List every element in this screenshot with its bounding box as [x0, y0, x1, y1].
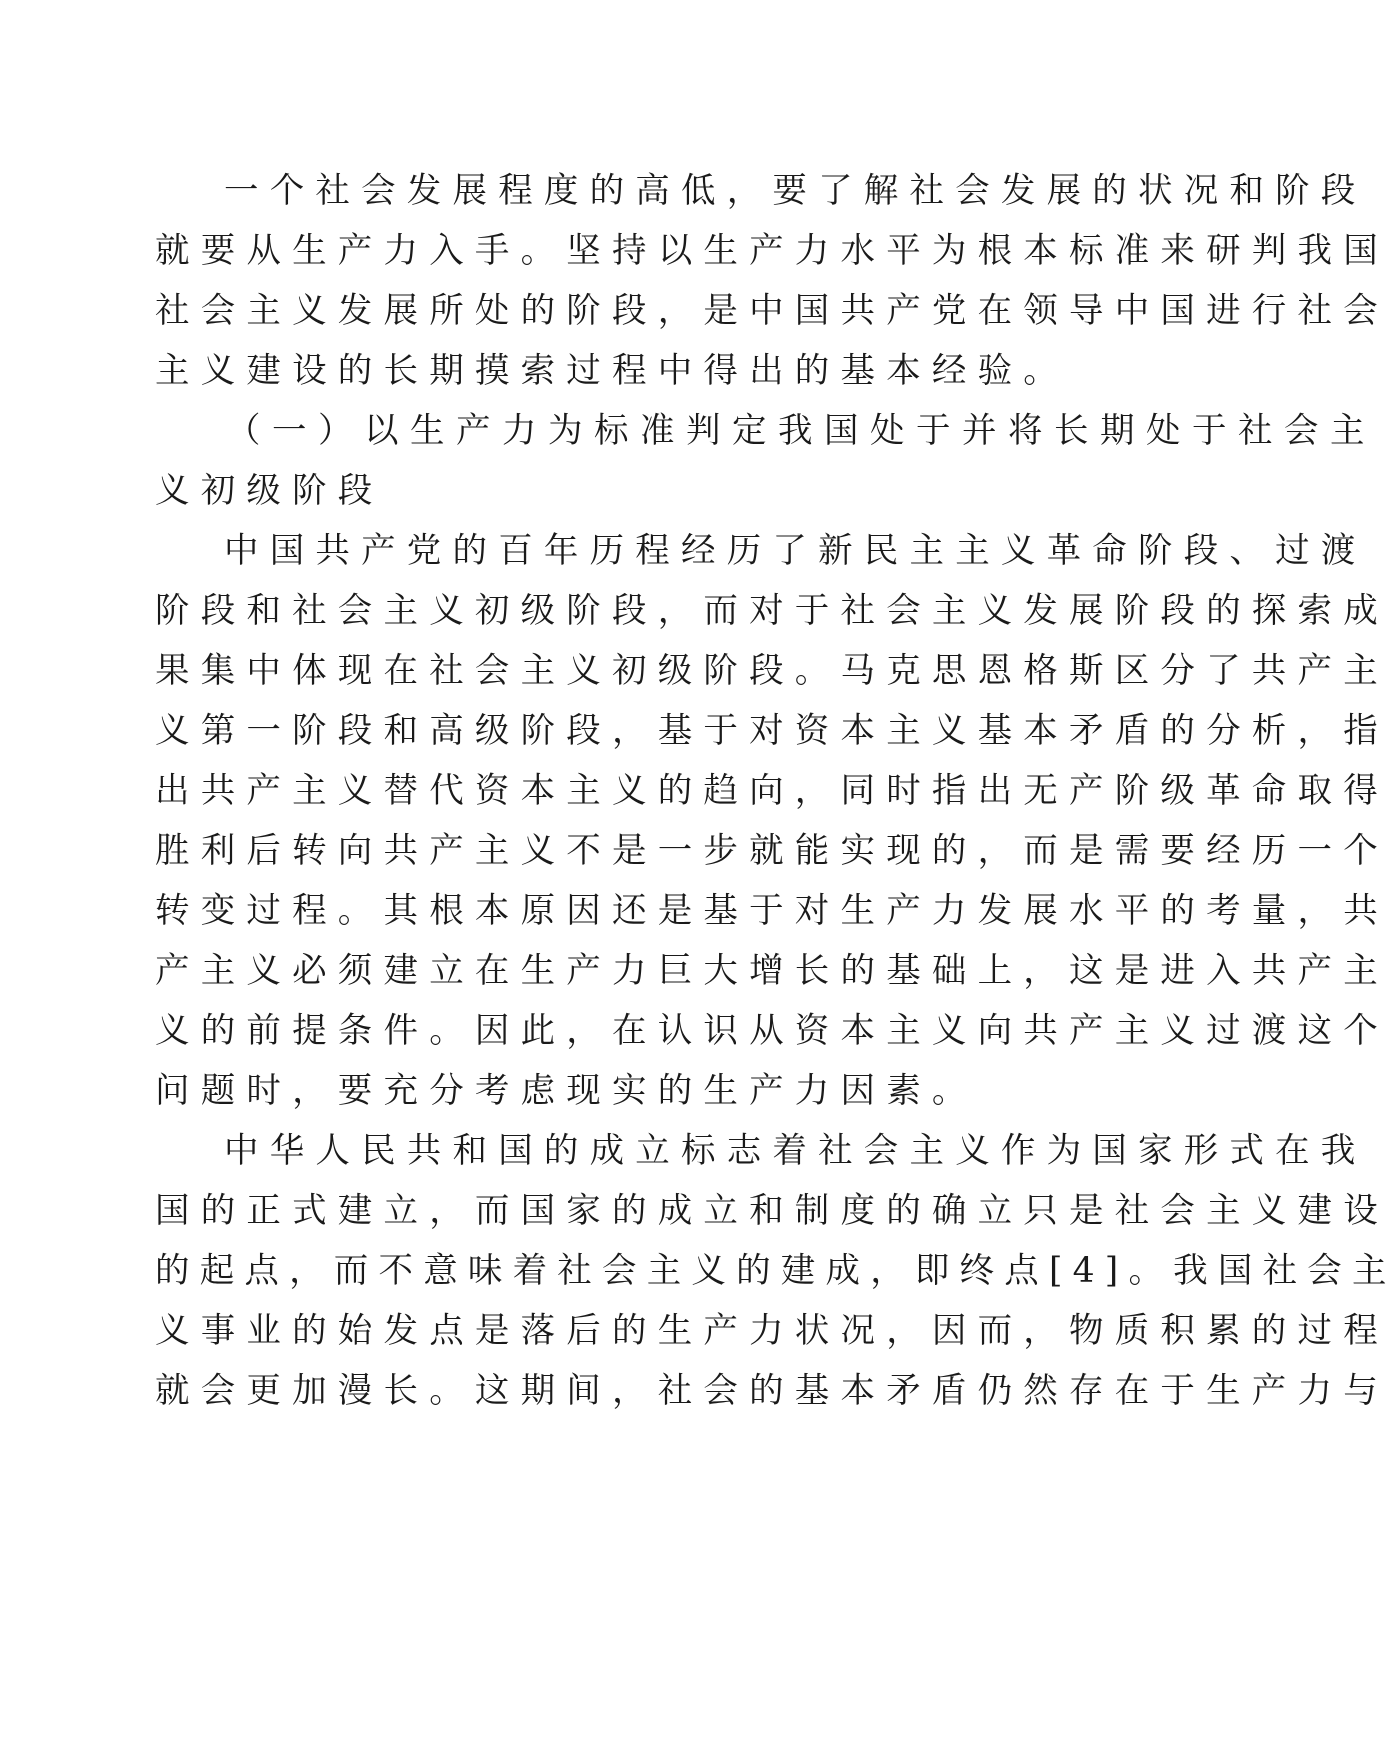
- paragraph-2-line-5-text: 出共产主义替代资本主义的趋向，同时指出无产阶级革命取得: [155, 771, 1389, 811]
- paragraph-2-line-2-text: 阶段和社会主义初级阶段，而对于社会主义发展阶段的探索成: [155, 591, 1389, 631]
- paragraph-3-line-5-text: 就会更加漫长。这期间，社会的基本矛盾仍然存在于生产力与: [155, 1371, 1389, 1411]
- paragraph-3-line-2-text: 国的正式建立，而国家的成立和制度的确立只是社会主义建设: [155, 1191, 1389, 1231]
- paragraph-2-line-1: [0, 518, 1367, 584]
- section-heading-line-1: [0, 398, 1376, 464]
- paragraph-1-line-3: [0, 278, 1389, 344]
- paragraph-2-line-2: [0, 578, 1389, 644]
- paragraph-2-line-3-text: 果集中体现在社会主义初级阶段。马克思恩格斯区分了共产主: [155, 651, 1389, 691]
- paragraph-3-line-1-text: 中华人民共和国的成立标志着社会主义作为国家形式在我: [224, 1131, 1367, 1171]
- paragraph-2-line-9: [0, 998, 1389, 1064]
- paragraph-2-line-10: [0, 1058, 1240, 1124]
- paragraph-1-line-4-text: 主义建设的长期摸索过程中得出的基本经验。: [155, 351, 1069, 391]
- paragraph-3-line-4-text: 义事业的始发点是落后的生产力状况，因而，物质积累的过程: [155, 1311, 1389, 1351]
- section-heading-line-2: [0, 458, 1240, 524]
- paragraph-2-line-8-text: 产主义必须建立在生产力巨大增长的基础上，这是进入共产主: [155, 951, 1389, 991]
- section-heading-line-1-text: （一）以生产力为标准判定我国处于并将长期处于社会主: [226, 411, 1376, 451]
- paragraph-2-line-5: [0, 758, 1389, 824]
- paragraph-2-line-8: [0, 938, 1389, 1004]
- paragraph-1-line-4: [0, 338, 1240, 404]
- paragraph-1-line-2-text: 就要从生产力入手。坚持以生产力水平为根本标准来研判我国: [155, 231, 1389, 271]
- section-heading-line-2-text: 义初级阶段: [155, 471, 384, 511]
- paragraph-3-line-3: [0, 1238, 1397, 1304]
- paragraph-3-line-5: [0, 1358, 1389, 1424]
- paragraph-3-line-1: [0, 1118, 1367, 1184]
- paragraph-2-line-9-text: 义的前提条件。因此，在认识从资本主义向共产主义过渡这个: [155, 1011, 1389, 1051]
- paragraph-2-line-3: [0, 638, 1389, 704]
- paragraph-1-line-1-text: 一个社会发展程度的高低，要了解社会发展的状况和阶段: [224, 171, 1367, 211]
- paragraph-3-line-4: [0, 1298, 1389, 1364]
- paragraph-1-line-2: [0, 218, 1389, 284]
- paragraph-2-line-10-text: 问题时，要充分考虑现实的生产力因素。: [155, 1071, 978, 1111]
- paragraph-3-line-3-text: 的起点，而不意味着社会主义的建成，即终点[4]。我国社会主: [155, 1251, 1397, 1291]
- paragraph-2-line-1-text: 中国共产党的百年历程经历了新民主主义革命阶段、过渡: [224, 531, 1367, 571]
- paragraph-1-line-1: [0, 158, 1367, 224]
- paragraph-2-line-4: [0, 698, 1389, 764]
- paragraph-2-line-7: [0, 878, 1389, 944]
- paragraph-2-line-6: [0, 818, 1389, 884]
- paragraph-2-line-6-text: 胜利后转向共产主义不是一步就能实现的，而是需要经历一个: [155, 831, 1389, 871]
- paragraph-1-line-3-text: 社会主义发展所处的阶段，是中国共产党在领导中国进行社会: [155, 291, 1389, 331]
- paragraph-2-line-7-text: 转变过程。其根本原因还是基于对生产力发展水平的考量，共: [155, 891, 1389, 931]
- paragraph-3-line-2: [0, 1178, 1389, 1244]
- paragraph-2-line-4-text: 义第一阶段和高级阶段，基于对资本主义基本矛盾的分析，指: [155, 711, 1389, 751]
